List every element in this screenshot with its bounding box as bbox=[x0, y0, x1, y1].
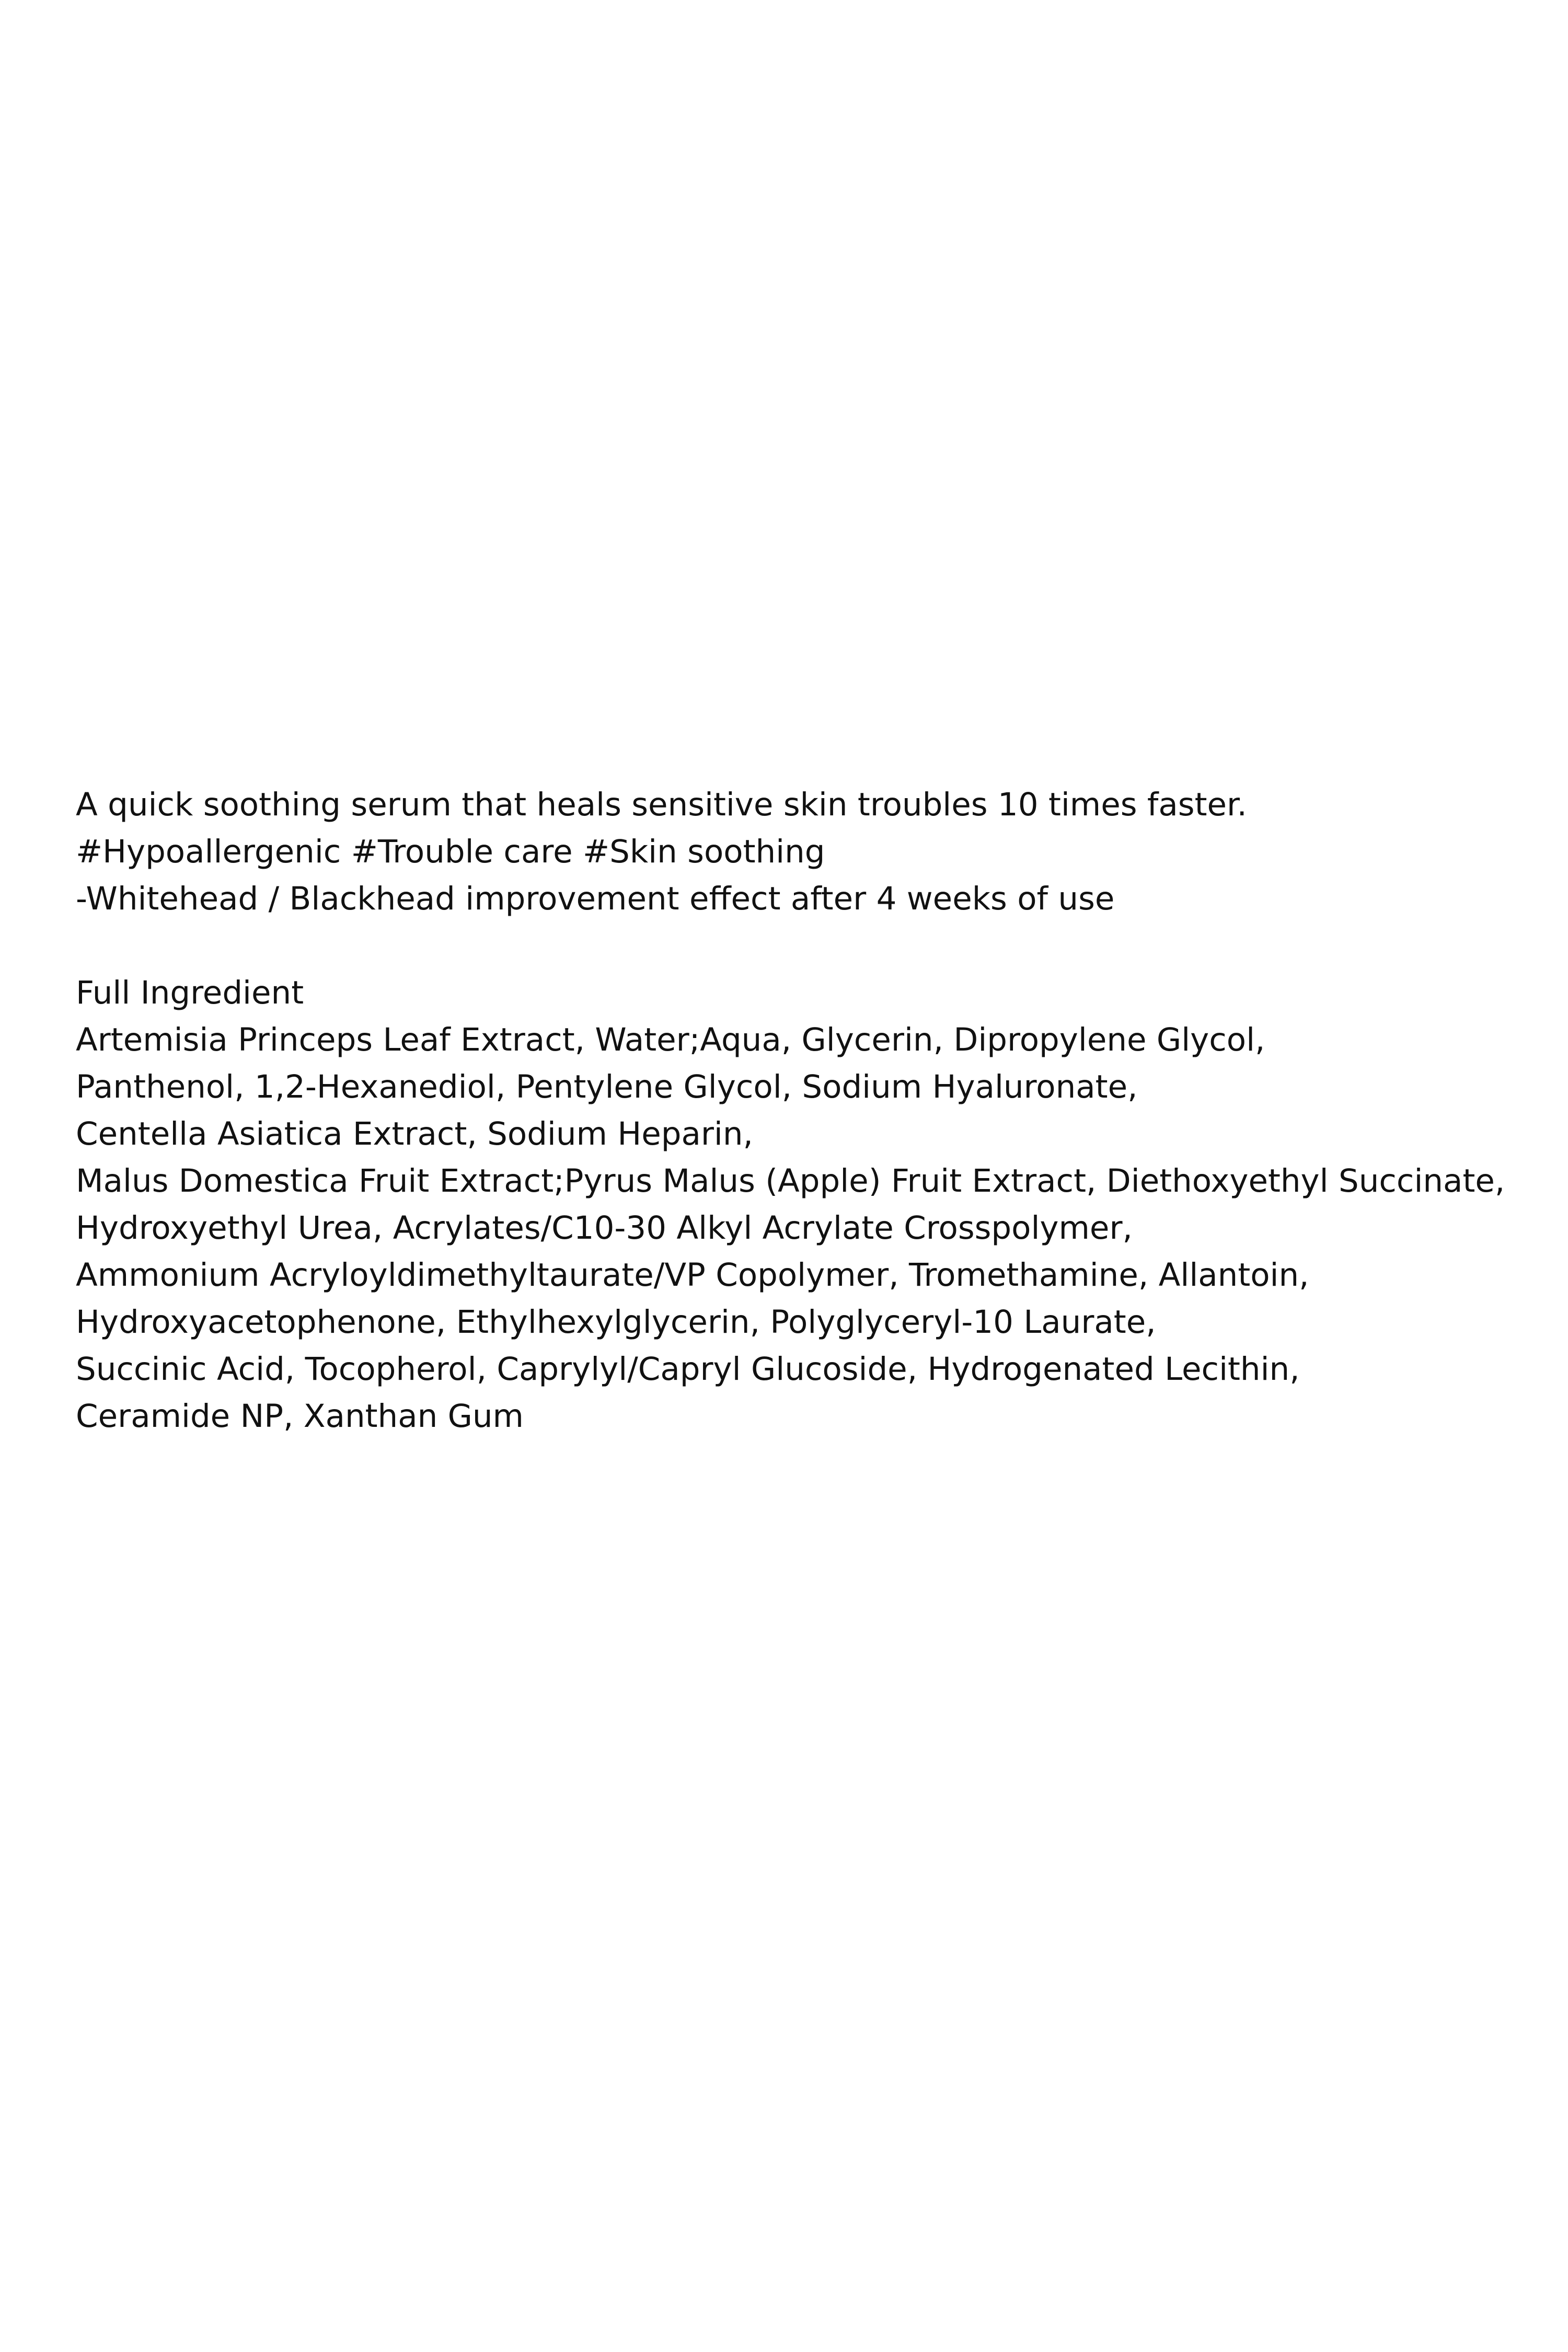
ingredients-heading: Full Ingredient bbox=[76, 974, 304, 1011]
product-description bbox=[76, 781, 1555, 1440]
ingredient-line: Ceramide NP, Xanthan Gum bbox=[76, 1398, 524, 1435]
ingredient-line: Panthenol, 1,2-Hexanediol, Pentylene Glycol, Sodium Hyaluronate, bbox=[76, 1068, 1138, 1105]
ingredient-line: Ammonium Acryloyldimethyltaurate/VP Copolymer, Tromethamine, Allantoin, bbox=[76, 1256, 1309, 1294]
ingredient-line: Hydroxyacetophenone, Ethylhexylglycerin, Polyglyceryl-10 Laurate, bbox=[76, 1304, 1156, 1341]
hashtags-line: #Hypoallergenic #Trouble care #Skin soothing bbox=[76, 833, 825, 870]
effect-line: -Whitehead / Blackhead improvement effect after 4 weeks of use bbox=[76, 880, 1115, 917]
ingredient-line: Centella Asiatica Extract, Sodium Heparin, bbox=[76, 1115, 753, 1152]
ingredient-line: Artemisia Princeps Leaf Extract, Water;Aqua, Glycerin, Dipropylene Glycol, bbox=[76, 1021, 1265, 1058]
ingredient-line: Malus Domestica Fruit Extract;Pyrus Malus (Apple) Fruit Extract, Diethoxyethyl Succinate, bbox=[76, 1162, 1505, 1200]
description-line: A quick soothing serum that heals sensitive skin troubles 10 times faster. bbox=[76, 786, 1247, 823]
ingredient-line: Hydroxyethyl Urea, Acrylates/C10-30 Alkyl Acrylate Crosspolymer, bbox=[76, 1209, 1133, 1247]
ingredient-line: Succinic Acid, Tocopherol, Caprylyl/Capryl Glucoside, Hydrogenated Lecithin, bbox=[76, 1351, 1300, 1388]
paragraph-spacer bbox=[76, 923, 1555, 970]
